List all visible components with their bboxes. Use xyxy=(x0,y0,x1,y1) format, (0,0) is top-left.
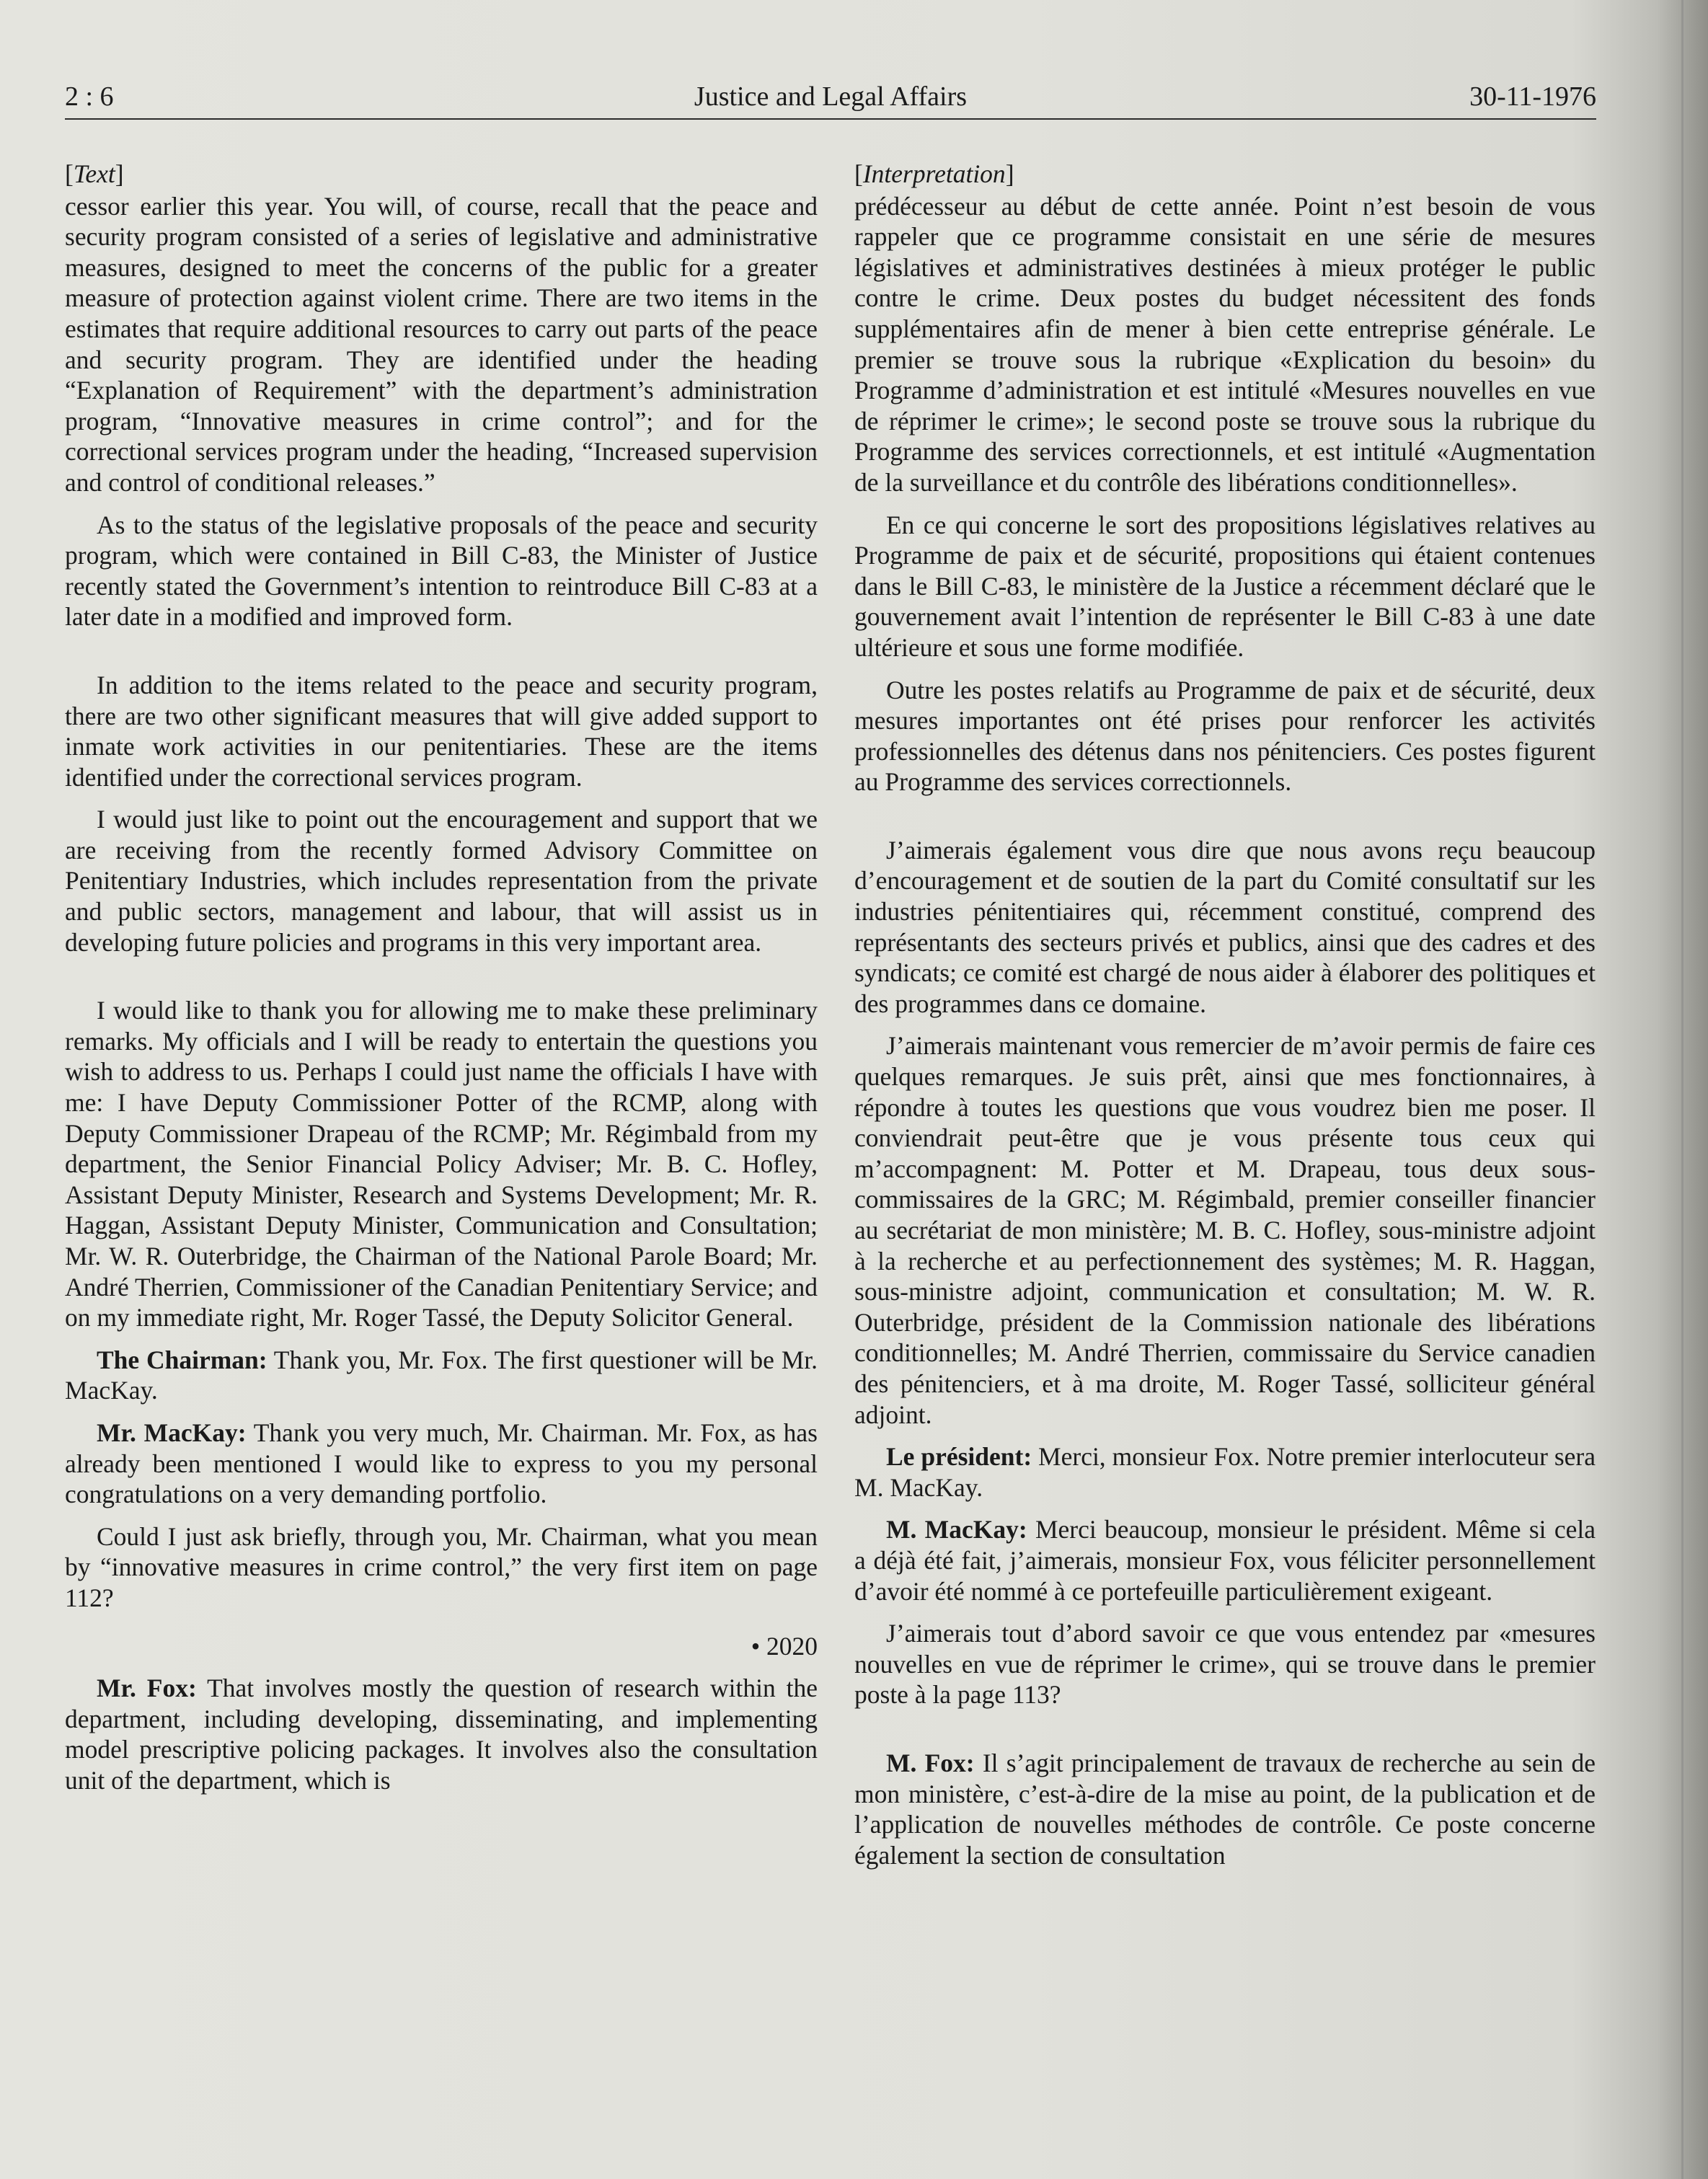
scan-edge-shadow xyxy=(1681,0,1683,2179)
speech-president: Le président: Merci, monsieur Fox. Notre premier interlocuteur sera M. MacKay. xyxy=(854,1442,1596,1502)
paragraph: J’aimerais tout d’abord savoir ce que vous entendez par «mesures nouvelles en vue de réprimer le crime», qui se trouve dans le premier poste à la page 113? xyxy=(854,1619,1596,1710)
speaker-name: Le président: xyxy=(886,1442,1032,1472)
paragraph: As to the status of the legislative proposals of the peace and security program, which were contained in Bill C-83, the Minister of Justice recently stated the Government’s intention to reintroduce Bill C-83 at a later date in a modified and improved form. xyxy=(65,510,818,632)
speaker-name: M. MacKay: xyxy=(886,1515,1027,1544)
paragraph: I would like to thank you for allowing me to make these preliminary remarks. My officials and I will be ready to entertain the questions you wish to address to us. Perhaps I could just name the officials I have with me: I have Deputy Commissioner Potter of the RCMP, along with Deputy Commissioner Drapeau of the RCMP; Mr. Régimbald from my department, the Senior Financial Policy Adviser; Mr. B. C. Hofley, Assistant Deputy Minister, Research and Systems Development; Mr. R. Haggan, Assistant Deputy Minister, Communication and Consultation; Mr. W. R. Outerbridge, the Chairman of the National Parole Board; Mr. André Therrien, Commissioner of the Canadian Penitentiary Service; and on my immediate right, Mr. Roger Tassé, the Deputy Solicitor General. xyxy=(65,996,818,1332)
paragraph: Outre les postes relatifs au Programme de paix et de sécurité, deux mesures importantes ont été prises pour renforcer les activités professionnelles des détenus dans nos pénitenciers. Ces postes figurent au Programme des services correctionnels. xyxy=(854,675,1596,797)
speaker-name: The Chairman: xyxy=(97,1345,267,1374)
paragraph: prédécesseur au début de cette année. Point n’est besoin de vous rappeler que ce programme consistait en une série de mesures législatives et administratives destinées à mieux protéger le public contre le crime. Deux postes du budget nécessitent des fonds supplémentaires afin de mener à bien cette entreprise générale. Le premier se trouve sous la rubrique «Explication du besoin» du Programme d’administration et est intitulé «Mesures nouvelles en vue de réprimer le crime»; le second poste se trouve sous la rubrique du Programme des services correctionnels, et est intitulé «Augmentation de la surveillance et du contrôle des libérations conditionnelles». xyxy=(854,191,1596,497)
text-tag: [Text] xyxy=(65,159,124,188)
speech-mackay: M. MacKay: Merci beaucoup, monsieur le président. Même si cela a déjà été fait, j’aimerais, monsieur Fox, vous féliciter personnellement d’avoir été nommé à ce portefeuille particulièrement exigeant. xyxy=(854,1515,1596,1606)
header-date: 30-11-1976 xyxy=(1469,81,1596,112)
paragraph: J’aimerais également vous dire que nous avons reçu beaucoup d’encouragement et de soutien de la part du Comité consultatif sur les industries pénitentiaires qui, récemment constitué, comprend des représentants des secteurs privés et publics, ainsi que des cadres et des syndicats; ce comité est chargé de nous aider à élaborer des politiques et des programmes dans ce domaine. xyxy=(854,835,1596,1018)
paragraph: En ce qui concerne le sort des propositions législatives relatives au Programme de paix et de sécurité, propositions qui étaient contenues dans le Bill C-83, le ministère de la Justice a récemment déclaré que le gouvernement avait l’intention de représenter le Bill C-83 à une date ultérieure et sous une forme modifiée. xyxy=(854,510,1596,662)
running-header xyxy=(65,81,1596,121)
speech-fox: M. Fox: Il s’agit principalement de travaux de recherche au sein de mon ministère, c’est-à-dire de la mise au point, de la publication et de l’application de nouvelles méthodes de contrôle. Ce poste concerne également la section de consultation xyxy=(854,1748,1596,1870)
header-rule xyxy=(65,118,1596,120)
french-column xyxy=(854,159,1596,1882)
speaker-name: M. Fox: xyxy=(886,1748,975,1777)
speaker-name: Mr. Fox: xyxy=(97,1674,197,1703)
paragraph: cessor earlier this year. You will, of course, recall that the peace and security program consisted of a series of legislative and administrative measures, designed to meet the concerns of the public for a greater measure of protection against violent crime. There are two items in the estimates that require additional resources to carry out parts of the peace and security program. They are identified under the heading “Explanation of Requirement” with the department’s administration program, “Innovative measures in crime control”; and for the correctional services program under the heading, “Increased supervision and control of conditional releases.” xyxy=(65,191,818,497)
paragraph: I would just like to point out the encouragement and support that we are receiving from the recently formed Advisory Committee on Penitentiary Industries, which includes representation from the private and public sectors, management and labour, that will assist us in developing future policies and programs in this very important area. xyxy=(65,805,818,957)
paragraph: Could I just ask briefly, through you, Mr. Chairman, what you mean by “innovative measures in crime control,” the very first item on page 112? xyxy=(65,1521,818,1612)
publication-title: Justice and Legal Affairs xyxy=(694,81,968,112)
speech-chairman: The Chairman: Thank you, Mr. Fox. The first questioner will be Mr. MacKay. xyxy=(65,1345,818,1405)
time-marker: • 2020 xyxy=(751,1631,818,1661)
page-number: 2 : 6 xyxy=(65,81,114,112)
speech-mackay: Mr. MacKay: Thank you very much, Mr. Chairman. Mr. Fox, as has already been mentioned I would like to express to you my personal congratulations on a very demanding portfolio. xyxy=(65,1418,818,1509)
speech-fox: Mr. Fox: That involves mostly the question of research within the department, including developing, disseminating, and implementing model prescriptive policing packages. It involves also the consultation unit of the department, which is xyxy=(65,1674,818,1795)
paragraph: In addition to the items related to the peace and security program, there are two other significant measures that will give added support to inmate work activities in our penitentiaries. These are the items identified under the correctional services program. xyxy=(65,670,818,792)
english-column xyxy=(65,159,818,1808)
paragraph: J’aimerais maintenant vous remercier de m’avoir permis de faire ces quelques remarques. Je suis prêt, ainsi que mes fonctionnaires, à répondre à toutes les questions que vous voudrez bien me poser. Il conviendrait peut-être que je vous présente tous ceux qui m’accompagnent: M. Potter et M. Drapeau, tous deux sous-commissaires de la GRC; M. Régimbald, premier conseiller financier au secrétariat de mon ministère; M. B. C. Hofley, sous-ministre adjoint à la recherche et au perfectionnement des systèmes; M. R. Haggan, sous-ministre adjoint, communication et consultation; M. W. R. Outerbridge, président de la Commission nationale des libérations conditionnelles; M. André Therrien, commissaire du Service canadien des pénitenciers, et à ma droite, M. Roger Tassé, solliciteur général adjoint. xyxy=(854,1031,1596,1429)
speaker-name: Mr. MacKay: xyxy=(97,1418,247,1447)
interpretation-tag: [Interpretation] xyxy=(854,159,1014,188)
